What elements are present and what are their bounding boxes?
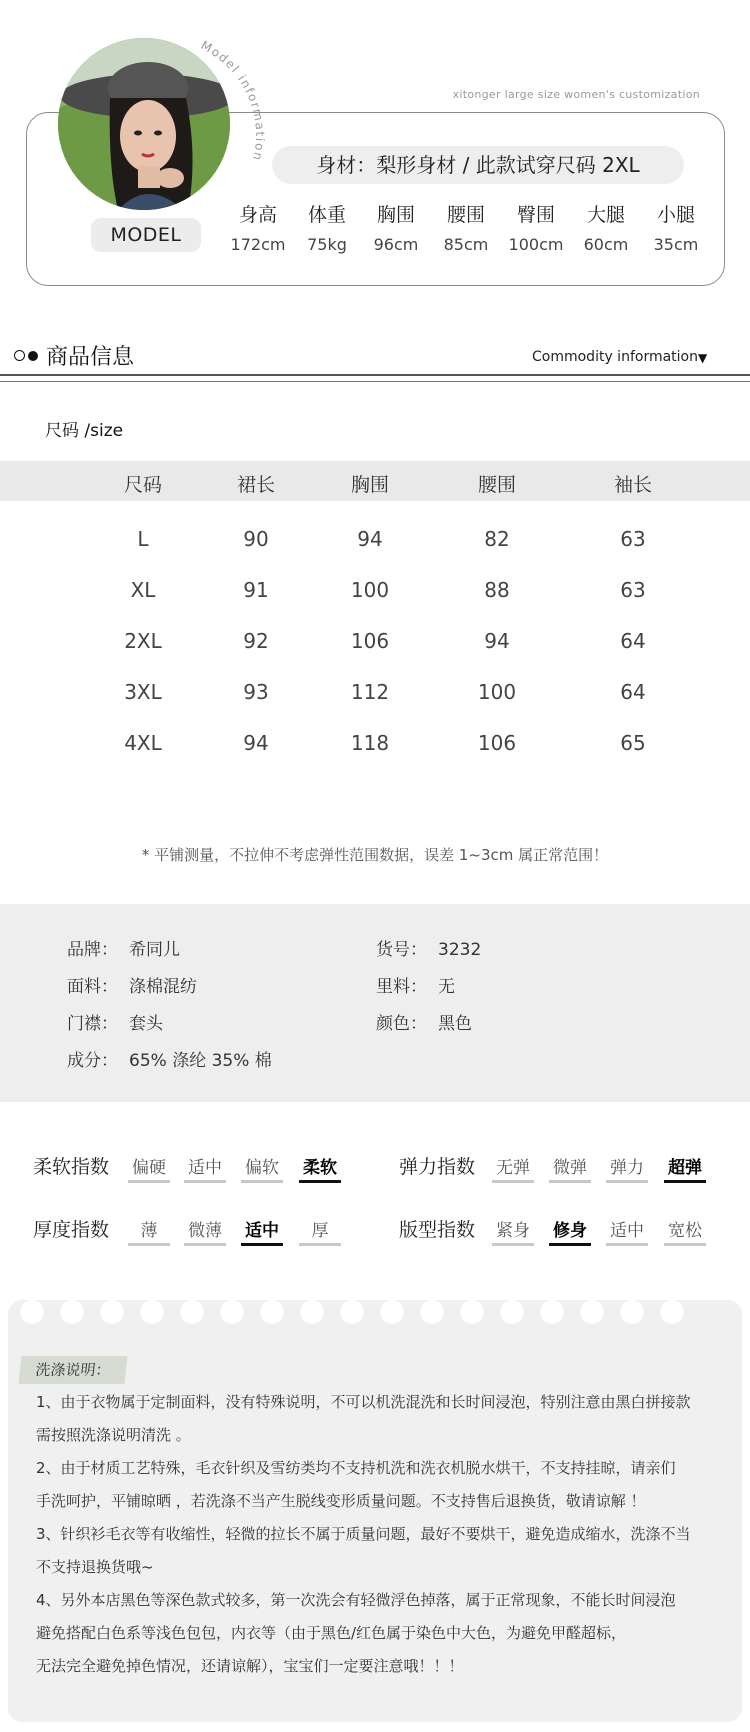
table-cell: 65: [620, 731, 646, 755]
measurement-value: 96cm: [373, 235, 419, 254]
size-table-label: 尺码 /size: [45, 421, 124, 441]
info-value: 3232: [438, 940, 482, 960]
elasticity-index-title: 弹力指数: [399, 1156, 476, 1178]
measurement-weight: [291, 200, 363, 254]
table-cell: 64: [620, 680, 646, 704]
washing-line: 1、由于衣物属于定制面料，没有特殊说明，不可以机洗混洗和长时间浸泡，特别注意由黑白拼接款: [36, 1393, 691, 1411]
scallop-decoration: [460, 1300, 484, 1324]
elasticity-option: 无弹: [492, 1153, 534, 1183]
info-label: 货号：: [376, 940, 427, 960]
table-cell: 106: [350, 629, 390, 653]
table-cell: XL: [130, 578, 156, 602]
measurement-value: 100cm: [508, 235, 564, 254]
thickness-option: 厚: [299, 1216, 341, 1246]
measurement-label: 体重: [307, 204, 346, 226]
elasticity-option-selected: 超弹: [664, 1153, 706, 1183]
filled-dot-icon: [28, 351, 38, 361]
model-badge: MODEL: [91, 218, 201, 252]
info-color: [376, 1009, 472, 1034]
info-brand: [67, 935, 180, 960]
softness-option-selected: 柔软: [299, 1153, 341, 1183]
table-cell: 64: [620, 629, 646, 653]
divider: [0, 374, 750, 376]
table-header-cell: 胸围: [350, 474, 389, 496]
washing-line: 不支持退换货哦~: [36, 1558, 154, 1576]
info-value: 65% 涤纶 35% 棉: [129, 1051, 272, 1071]
svg-text:Model information: [199, 38, 268, 163]
table-cell: 118: [350, 731, 390, 755]
measurement-value: 85cm: [443, 235, 489, 254]
washing-line: 3、针织衫毛衣等有收缩性，轻微的拉长不属于质量问题，最好不要烘干，避免造成缩水，洗涤不当: [36, 1525, 691, 1543]
measurement-value: 75kg: [307, 235, 347, 254]
softness-option: 偏硬: [128, 1153, 170, 1183]
scallop-decoration: [540, 1300, 564, 1324]
triangle-down-icon: ▼: [698, 351, 708, 365]
info-label: 门襟：: [67, 1014, 118, 1034]
info-value: 希同儿: [129, 940, 180, 960]
measurement-thigh: [570, 200, 642, 254]
fit-option-selected: 修身: [549, 1216, 591, 1246]
softness-index-title: 柔软指数: [33, 1156, 110, 1178]
scallop-decoration: [380, 1300, 404, 1324]
scallop-decoration: [500, 1300, 524, 1324]
measurement-label: 胸围: [376, 204, 415, 226]
info-label: 里料：: [376, 977, 427, 997]
table-header-cell: 腰围: [477, 474, 516, 496]
elasticity-option: 弹力: [606, 1153, 648, 1183]
measurement-calf: [640, 200, 712, 254]
section-subtitle: Commodity information: [532, 349, 698, 365]
scallop-decoration: [140, 1300, 164, 1324]
info-label: 品牌：: [67, 940, 118, 960]
hollow-dot-icon: [14, 350, 25, 361]
table-cell: 100: [477, 680, 517, 704]
scallop-decoration: [60, 1300, 84, 1324]
table-header-cell: 裙长: [236, 474, 275, 496]
info-sku: [376, 935, 481, 960]
table-cell: 94: [484, 629, 510, 653]
info-label: 成分：: [67, 1051, 118, 1071]
table-header-cell: 袖长: [613, 474, 652, 496]
scallop-decoration: [580, 1300, 604, 1324]
washing-line: 无法完全避免掉色情况，还请谅解），宝宝们一定要注意哦！！！: [36, 1657, 464, 1675]
table-cell: 88: [484, 578, 510, 602]
table-cell: 4XL: [124, 731, 162, 755]
table-cell: L: [137, 527, 149, 551]
table-cell: 90: [243, 527, 269, 551]
table-cell: 3XL: [124, 680, 162, 704]
measurement-label: 大腿: [586, 204, 625, 226]
model-summary: 身材：梨形身材 / 此款试穿尺码 2XL: [272, 146, 684, 184]
table-cell: 93: [243, 680, 269, 704]
scallop-decoration: [220, 1300, 244, 1324]
scallop-decoration: [660, 1300, 684, 1324]
measurement-value: 35cm: [653, 235, 699, 254]
measurement-value: 60cm: [583, 235, 629, 254]
table-cell: 94: [243, 731, 269, 755]
washing-line: 避免搭配白色系等浅色包包，内衣等（由于黑色/红色属于染色中大色，为避免甲醛超标，: [36, 1624, 627, 1642]
measurement-label: 臀围: [516, 204, 555, 226]
scallop-decoration: [100, 1300, 124, 1324]
info-placket: [67, 1009, 163, 1034]
washing-line: 2、由于材质工艺特殊，毛衣针织及雪纺类均不支持机洗和洗衣机脱水烘干，不支持挂晾，请亲们: [36, 1459, 676, 1477]
arc-text: Model information: [198, 38, 268, 163]
softness-option: 适中: [184, 1153, 226, 1183]
table-cell: 82: [484, 527, 510, 551]
info-value: 无: [438, 977, 455, 997]
fit-option: 紧身: [492, 1216, 534, 1246]
info-value: 涤棉混纺: [129, 977, 197, 997]
divider: [0, 381, 750, 382]
product-info-panel: [0, 904, 750, 1102]
table-cell: 106: [477, 731, 517, 755]
fit-index-title: 版型指数: [399, 1219, 476, 1241]
fit-option: 适中: [606, 1216, 648, 1246]
thickness-option-selected: 适中: [241, 1216, 283, 1246]
brand-caption: xitonger large size women's customization: [452, 88, 700, 101]
info-value: 黑色: [438, 1014, 472, 1034]
scallop-decoration: [260, 1300, 284, 1324]
scallop-decoration: [340, 1300, 364, 1324]
table-cell: 63: [620, 578, 646, 602]
thickness-option: 微薄: [184, 1216, 226, 1246]
table-cell: 94: [357, 527, 383, 551]
info-lining: [376, 972, 455, 997]
thickness-index-title: 厚度指数: [33, 1219, 110, 1241]
section-header: [14, 340, 134, 371]
softness-option: 偏软: [241, 1153, 283, 1183]
scallop-decoration: [300, 1300, 324, 1324]
section-title: 商品信息: [46, 345, 135, 370]
table-cell: 2XL: [124, 629, 162, 653]
measurement-waist: [430, 200, 502, 254]
info-label: 颜色：: [376, 1014, 427, 1034]
info-composition: [67, 1046, 272, 1071]
measurement-value: 172cm: [230, 235, 286, 254]
scallop-decoration: [20, 1300, 44, 1324]
washing-title-tag: 洗涤说明：: [19, 1356, 128, 1384]
fit-option: 宽松: [664, 1216, 706, 1246]
info-fabric: [67, 972, 197, 997]
table-cell: 112: [350, 680, 390, 704]
scallop-decoration: [620, 1300, 644, 1324]
table-header-cell: 尺码: [123, 474, 162, 496]
scallop-decoration: [180, 1300, 204, 1324]
info-label: 面料：: [67, 977, 118, 997]
measurement-label: 腰围: [446, 204, 485, 226]
scallop-decoration: [420, 1300, 444, 1324]
thickness-option: 薄: [128, 1216, 170, 1246]
table-cell: 92: [243, 629, 269, 653]
washing-line: 手洗呵护，平铺晾晒 ，若洗涤不当产生脱线变形质量问题。不支持售后退换货，敬请谅解 ！: [36, 1492, 646, 1510]
measurement-note: * 平铺测量，不拉伸不考虑弹性范围数据，误差 1~3cm 属正常范围！: [141, 846, 609, 864]
washing-line: 4、另外本店黑色等深色款式较多，第一次洗会有轻微浮色掉落，属于正常现象，不能长时间浸泡: [36, 1591, 676, 1609]
elasticity-option: 微弹: [549, 1153, 591, 1183]
table-cell: 91: [243, 578, 269, 602]
measurement-height: [222, 200, 294, 254]
measurement-bust: [360, 200, 432, 254]
info-value: 套头: [129, 1014, 163, 1034]
measurement-hips: [500, 200, 572, 254]
table-cell: 63: [620, 527, 646, 551]
measurement-label: 身高: [238, 204, 277, 226]
table-cell: 100: [350, 578, 390, 602]
measurement-label: 小腿: [656, 204, 695, 226]
washing-line: 需按照洗涤说明清洗 。: [36, 1426, 191, 1444]
